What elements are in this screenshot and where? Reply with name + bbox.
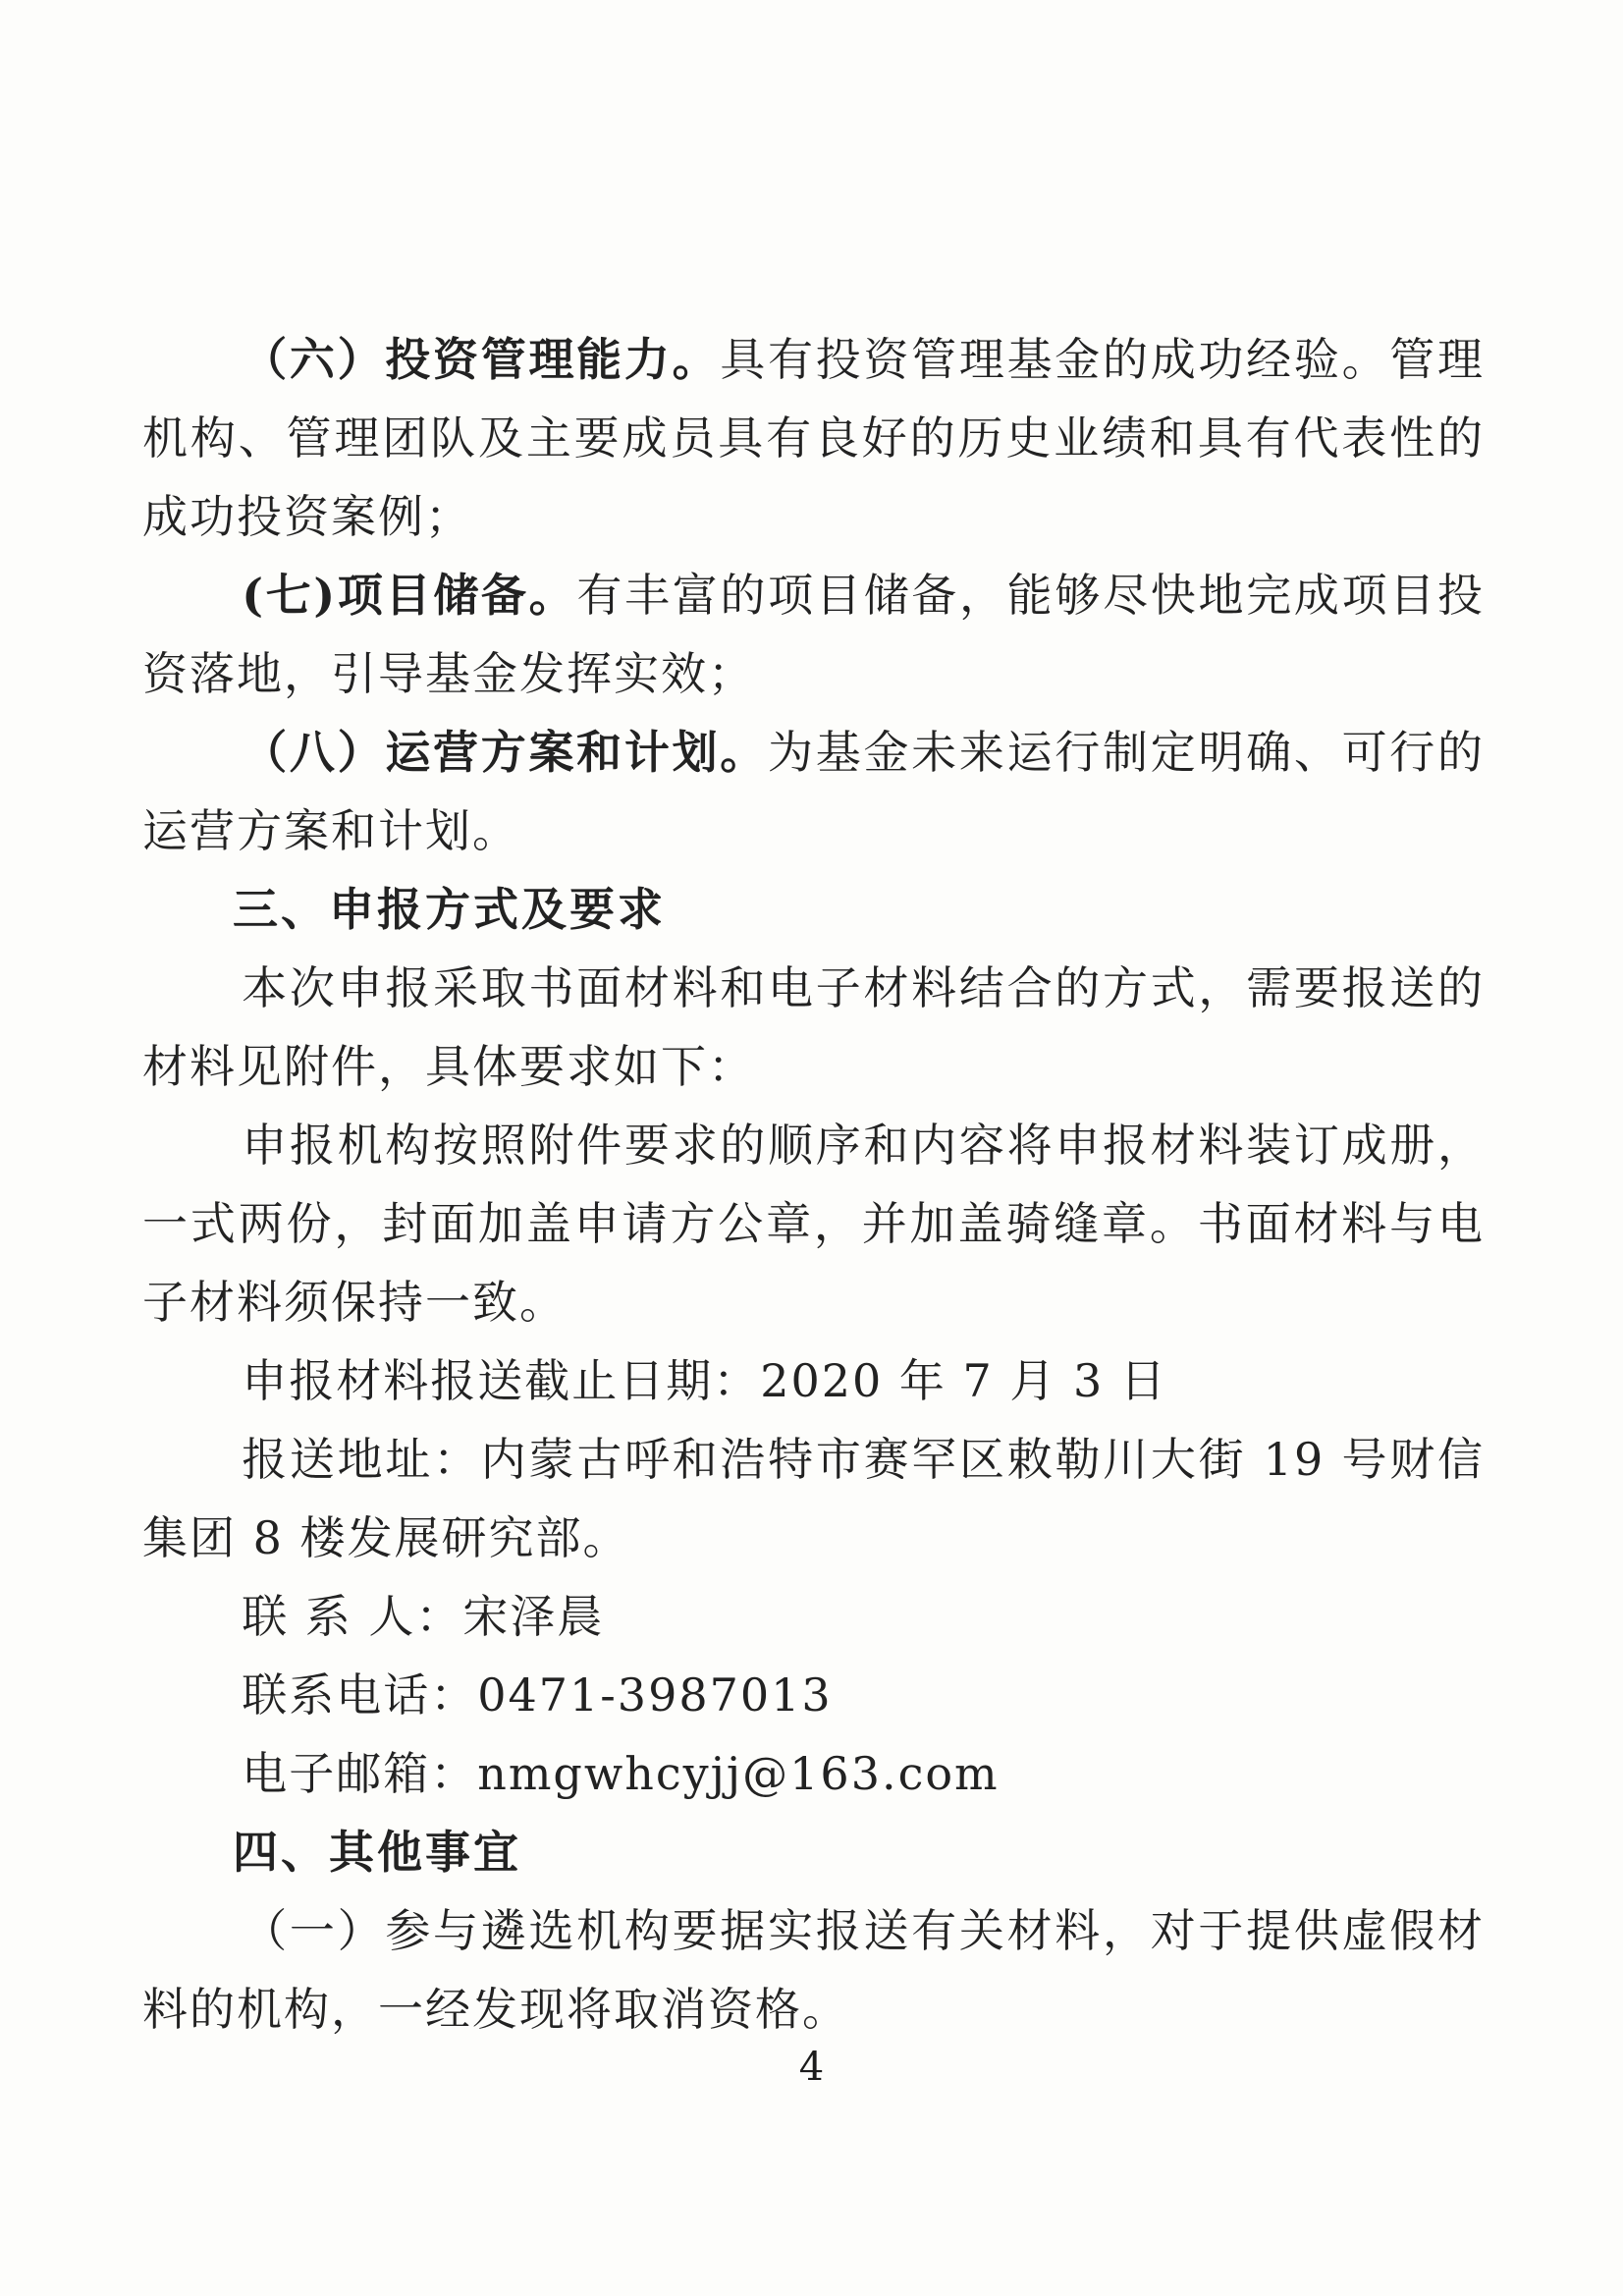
clause-6-text: 具有投资管理基金的成功经验。管理机构、管理团队及主要成员具有良好的历史业绩和具有代表性的成功投资案例；	[142, 333, 1486, 543]
paragraph-contact-email: 电子邮箱：nmgwhcyjj@163.com	[242, 1747, 1000, 1800]
page-number: 4	[798, 2045, 825, 2090]
clause-8-text: 为基金未来运行制定明确、可行的运营方案和计划。	[142, 726, 1486, 857]
clause-7	[142, 556, 1485, 713]
paragraph-deadline: 申报材料报送截止日期：2020 年 7 月 3 日	[242, 1354, 1167, 1407]
paragraph-address: 报送地址：内蒙古呼和浩特市赛罕区敕勒川大街 19 号财信集团 8 楼发展研究部。	[142, 1433, 1485, 1564]
section-heading-3: 三、申报方式及要求	[233, 883, 666, 936]
paragraph-contact-person: 联 系 人：宋泽晨	[242, 1590, 605, 1643]
clause-7-text: 有丰富的项目储备，能够尽快地完成项目投资落地，引导基金发挥实效；	[142, 569, 1485, 700]
clause-7-lead: (七)项目储备。	[242, 569, 577, 622]
paragraph-submission-method: 本次申报采取书面材料和电子材料结合的方式，需要报送的材料见附件，具体要求如下：	[142, 961, 1485, 1093]
section-heading-4: 四、其他事宜	[233, 1826, 521, 1879]
clause-6	[142, 320, 1485, 556]
paragraph-binding-requirements: 申报机构按照附件要求的顺序和内容将申报材料装订成册，一式两份，封面加盖申请方公章，并加盖骑缝章。书面材料与电子材料须保持一致。	[142, 1119, 1485, 1329]
clause-1: （一）参与遴选机构要据实报送有关材料，对于提供虚假材料的机构，一经发现将取消资格。	[142, 1904, 1485, 2036]
clause-8	[142, 713, 1485, 870]
paragraph-contact-phone: 联系电话：0471-3987013	[242, 1668, 833, 1722]
clause-8-lead: （八）运营方案和计划。	[242, 726, 769, 779]
clause-6-lead: （六）投资管理能力。	[242, 333, 721, 386]
document-body	[142, 320, 1485, 2049]
